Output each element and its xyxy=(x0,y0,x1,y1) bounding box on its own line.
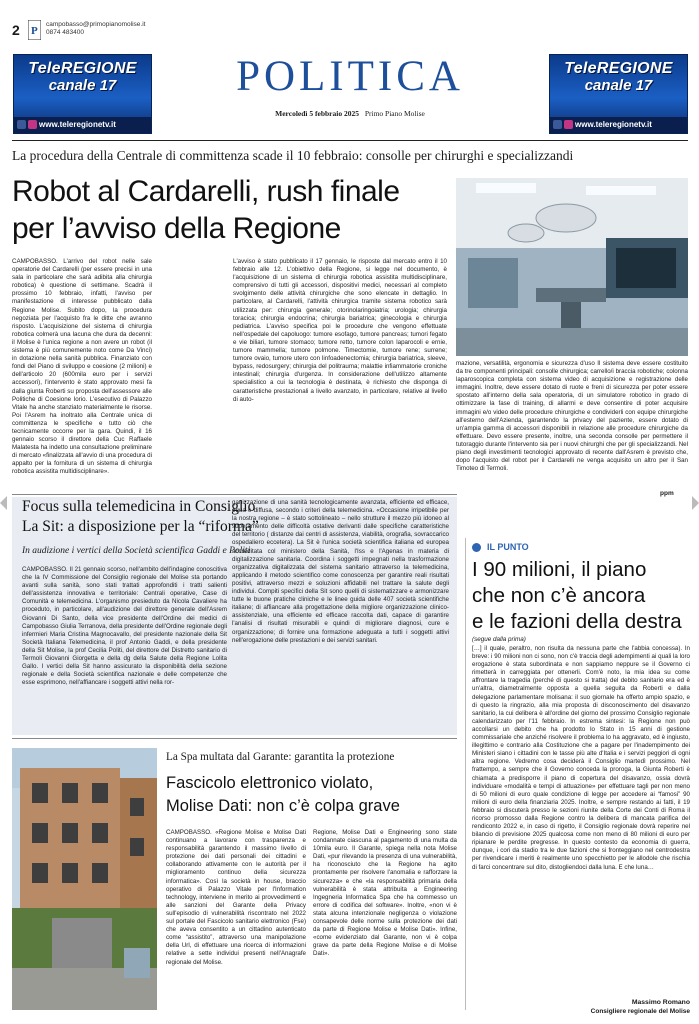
header-divider xyxy=(12,140,688,141)
instagram-icon xyxy=(564,120,573,129)
ad-channel: canale 17 xyxy=(584,77,653,94)
garante-headline-line1: Fascicolo elettronico violato, xyxy=(166,774,374,792)
punto-author-role: Consigliere regionale del Molise xyxy=(590,1008,690,1015)
lead-kicker: La procedura della Centrale di committenza scade il 10 febbraio: consolle per chirurghi e specializzandi xyxy=(12,148,574,163)
facebook-icon xyxy=(553,120,562,129)
teleregione-ad-left[interactable] xyxy=(13,54,152,134)
ad-url: www.teleregionetv.it xyxy=(575,120,652,129)
info-badge-icon xyxy=(472,543,481,552)
garante-kicker: La Spa multata dal Garante: garantita la protezione xyxy=(166,751,395,763)
operating-room-photo xyxy=(456,178,688,356)
garante-column-1: CAMPOBASSO. «Regione Molise e Molise Dati continuano a lavorare con trasparenza e responsabilità garantendo il massimo livello di protezione dei dati personali dei cittadini e collaborando attivamente con le autorità per il miglioramento continuo della sicurezza informatica». Così la società in house, braccio operativo di Palazzo Vitale per l'Information technology, interviene in merito ai provvedimenti e alle sanzioni del Garante della Privacy sull'episodio di vulnerabilità riscontrato nel 2022 sul portale del Fascicolo sanitario elettronico (Fse) che aveva consentito a un cittadino autenticato come “assistito”, attraverso una manipolazione della Url, di effettuare una ricerca di informazioni relative a sette individui presenti nell'Anagrafe regionale del Molise. xyxy=(166,829,306,966)
lead-headline-line1: Robot al Cardarelli, rush finale xyxy=(12,175,400,208)
punto-continued: (segue dalla prima) xyxy=(472,636,526,643)
ad-channel: canale 17 xyxy=(48,77,117,94)
svg-text:P: P xyxy=(31,25,38,37)
header-paper-name: Primo Piano Molise xyxy=(364,109,425,118)
ad-brand: TeleREGIONE xyxy=(28,60,137,77)
lead-column-1: CAMPOBASSO. L'arrivo del robot nelle sale operatorie del Cardarelli (per essere precisi in una sala in particolare che sarà adibita alla chirurgia robotica) è questione di settimane. Scadrà il prossimo 10 febbraio, infatti, l'avviso per manifestazione di interesse pubblicato dalla Regione Molise. Subito dopo, la procedura negoziata per l'acquisto fra le ditte che avranno risposto. L'acquisizione del sistema di chirurgia robotica colmerà una lacuna che dura da decenni: il Molise è l'unica regione a non avere un robot (il sistema è più comunemente noto come Da Vinci) in dotazione nella sanità pubblica. Finanziato con fondi del Piano di sviluppo e coesione (2 milioni) e dell'articolo 20 (600mila euro per i servizi accessori), l'intervento è stato approvato mesi fa dalla giunta Roberti su proposta dell'assessore alle Politiche di Coesione Iorio. L'esecutivo di Palazzo Vitale ha anche stanziato materialmente le risorse. Poi l'Asrem ha inoltrato alla Centrale unica di committenza le specifiche e tutto ciò che tecnicamente occorre per la gara. Quindi, il 16 gennaio scorso il direttore della Cuc Raffaele Malatesta ha indetto una consultazione preliminare di mercato «finalizzata all'avvio di una procedura di appalto per la fornitura di un sistema di chirurgia robotica assistita multidisciplinare». xyxy=(12,258,152,476)
header-email: campobasso@primopianomolise.it xyxy=(46,21,146,28)
lead-column-3: mazione, versatilità, ergonomia e sicurezza d'uso Il sistema deve essere costituito da tre componenti principali: consolle chirurgica; carrello/i braccia robotiche; colonna laparoscopica completa con sistema video di acquisizione e registrazione delle immagini. Inoltre, deve essere dotato di ruote e freni di sicurezza per poter essere spostato all'interno della sala operatoria, di un simulatore robotico in grado di ottimizzare la fase di training, di allarmi e deve consentire di poter acquisire immagini e/o video delle procedure chirurgiche e condividerli con equipe chirurgiche all'esterno dell'Azienda, garantendo la privacy del paziente, essere dotato di un'ampia gamma di accessori disponibili in relazione alle procedure chirurgiche da effettuare. Devo essere presente, inoltre, una seconda consolle per permettere il tutoraggio durante l'intervento sia per i nuovi chirurghi che per gli specializzandi. Nel piano degli investimenti tecnologici approvato di recente dall'Asrem è previsto che, dopo l'acquisto del robot per il Cardarelli ne venga acquisito un altro per il San Timoteo di Termoli. xyxy=(456,360,688,473)
telemed-headline-line2: La Sit: a disposizione per la “riforma” xyxy=(22,518,259,535)
header-phone: 0874 483400 xyxy=(46,29,84,36)
garante-headline-line2: Molise Dati: non c’è colpa grave xyxy=(166,797,400,815)
punto-body: […] il quale, peraltro, non risulta da nessuna parte che l'abbia concessa). In breve: i 90 milioni non ci sono, non c'è traccia degli adempimenti ai quali la loro erogazione è stata subordinata e non sappiamo neppure se il Governo ci rimetterà in carreggiata per ottenerli. Com'è noto, la mia idea su come affrontare la tragedia (perché di questo si tratta) del debito sanitario era ed è un'altra, diametralmente opposta a quella seguita da Roberti e dalla delegazione parlamentare molisana: il suo giornale ha offerto ampio spazio, e di questo la ringrazio, alla mia proposta di disconoscimento del disavanzo sanitario, la cui delibera è all'ordine del giorno del prossimo Consiglio regionale calendarizzato per l'11 febbraio. In estrema sintesi: la Regione non può accollarsi un debito che ha prodotto lo Stato in 15 anni di gestione commissariale che anziché risolvere il problema lo ha aggravato, ed è ingiusto, illegittimo e contrario alla Costituzione che a pagare per l'inadempimento dei Ministeri siano i cittadini con le tasse più alte d'Italia e i servizi peggiori di ogni altra regione. Vedremo cosa deciderà il Consiglio martedì prossimo. Nel frattempo, a sempre che il Governo conceda la proroga, la Giunta Roberti è chiamata a predisporre il piano di copertura del disavanzo, ossia dovrà individuare «modalità e tempi di attuazione» per effettuare tagli per non meno di 50 milioni di euro quale condizione di legge per accedere ai “famosi” 90 milioni di euro della finanziaria 2025. Inoltre, e sempre restando ai fatti, il 19 febbraio si discuterà presso le sezioni riunite della Corte dei Conti di Roma il ricorso promosso dalla Regione contro la delibera di mancata parifica del rendiconto 2022 e, in caso di rigetto, il Consiglio regionale dovrà reperire nel bilancio di previsione 2025 qualcosa come non meno di 80 milioni di euro per ripianare le perdite pregresse. In questo contesto da economia di guerra, dunque, i cori da stadio tra le due fazioni che si fronteggiano nel centrodestra per rivendicare i meriti è realmente uno specchietto per le allodole che rischia di farci concentrare sul dito, distogliendoci dalla luna. E che luna… xyxy=(472,645,690,871)
telemed-column-1: CAMPOBASSO. Il 21 gennaio scorso, nell'ambito dell'indagine conoscitiva che la IV Commissione del Consiglio regionale del Molise sta portando avanti sulla sanità, sono stati trattati approfonditi i tratti salienti dell'assistenza innovativa e territoriale: Centrali operative, Case di Comunità e telemedicina. L'organismo presieduto da Nicola Cavaliere ha proceduto, in particolare, all'audizione del direttore generale dell'Asrem Giovanni Di Santo, della vice presidente dell'Ordine dei medici di Campobasso Giulia Terranova, della presidente dell'Ordine regionale degli infermieri Maria Cristina Magnocavallo, del presidente nazionale della Sit Società Italiana Telemedicina, il prof Antonio Gaddi, e della presidente della Sit Molise, la prof Cecilia Politi, del direttore del Distretto sanitario di Termoli Giovanni Giorgetta e della dg della Salute della Regione Lolita Gallo. I vertici della Sit hanno assicurato la disponibilità della sezione regionale e della Società scientifica nazionale e delle competenze che esse esprimono, nell'affiancare i soggetti attivi nella ror- xyxy=(22,566,227,687)
punto-headline-line3: e le fazioni della destra xyxy=(472,610,682,633)
instagram-icon xyxy=(28,120,37,129)
building-photo xyxy=(12,748,157,1010)
punto-label: IL PUNTO xyxy=(487,542,529,553)
telemed-headline-line1: Focus sulla telemedicina in Consiglio xyxy=(22,498,256,515)
punto-author: Massimo Romano xyxy=(631,999,690,1006)
section-title: POLITICA xyxy=(236,53,464,100)
newspaper-logo-icon xyxy=(28,20,41,40)
header-date: Mercoledì 5 febbraio 2025 xyxy=(275,109,359,118)
teleregione-ad-right[interactable] xyxy=(549,54,688,134)
lead-column-2: L'avviso è stato pubblicato il 17 gennaio, le risposte dal mercato entro il 10 febbraio alle 12. L'obiettivo della Regione, si legge nel documento, è l'acquisizione di un sistema di chirurgia robotica assistita multidisciplinare, comprensivo di tutti gli accessori, dispositivi medici, necessari al completo svolgimento delle attività chirurgiche che sono elencate in dettaglio. In particolare, al Cardarelli, l'attività chirurgica tramite sistema robotico sarà utilizzata per: chirurgia generale; otorinolaringoiatria; urologia; chirurgia toracica; chirurgia endocrina; chirurgia bariatrica; ginecologia e chirurgia pediatrica. L'avviso specifica poi le procedure che vengono effettuate nell'ospedale del capoluogo: tumore esofago, tumore pancreas; tumori fegato e vie biliari, tumore stomaco; tumore retto, tumore colon laparocoli e ernie, tumore mammella; tumore polmone. Timectomie, tumore rene; surrene; tumore ovaio, tumore utero con linfoadenectomia; chirurgia bariatrica, sleeve, bypass, redosurgery; chirurgia del politrauma; malattie infiammatorie croniche intestinali; chirurgia d'urgenza. In considerazione dell'utilizzo altamente specialistico a cui la tecnologia è destinata, è richiesto che disponga di caratteristiche prestazionali a livello avanzato, in particolare, relative al livello di auto- xyxy=(233,258,447,403)
ad-url: www.teleregionetv.it xyxy=(39,120,116,129)
punto-headline-line2: che non c’è ancora xyxy=(472,584,646,607)
prev-page-arrow[interactable] xyxy=(0,496,7,510)
garante-column-2: Regione, Molise Dati e Engineering sono state condannate ciascuna al pagamento di una multa da 10mila euro. Il Garante, spiega nella nota Molise Dati, «pur rilevando la presenza di una vulnerabilità, ha riconosciuto che la Regione ha agito prontamente per risolvere l'anomalia e rafforzare la sicurezza» e che «la responsabilità primaria della vulnerabilità è stata attribuita a Engineering Ingegneria Informatica Spa che ha commesso un errore di codifica del software». Inoltre, «non vi è stata alcuna intenzionale negligenza o violazione consapevole delle norme sulla protezione dei dati da parte di Regione Molise e Molise Dati». Infine, «come evidenziato dal Garante, non vi è colpa grave da parte della Regione Molise e di Molise Dati». xyxy=(313,829,457,958)
facebook-icon xyxy=(17,120,26,129)
punto-headline-line1: I 90 milioni, il piano xyxy=(472,558,647,581)
ad-brand: TeleREGIONE xyxy=(564,60,673,77)
lead-signature: ppm xyxy=(660,490,674,497)
telemed-column-2: ganizzazione di una sanità tecnologicamente avanzata, efficiente ed efficace, equa e diffusa, secondo i criteri della telemedicina. «Occasione irripetibile per la nostra regione – è stato sottolineato – nello strutture il mezzo più idoneo al superamento delle difficoltà ostative derivanti dalle specifiche caratteristiche del territorio ( distanze dai centri di assistenza, viabilità, orografia, sovraccarico ospedaliero eccetera). La Sit è l'unica società scientifica italiana ed europea accreditata col ministero della Sanità, l'Iss e l'Agenas in materia di digitalizzazione sanitaria. Coordina i soggetti impegnati nella trasformazione organizzativa digitalizzata del sistema sanitario attraverso la telemedicina, applicando il metodo scientifico come conoscenza per garantire reali risultati positivi, attraverso mezzi e soluzioni affidabili nel trattare la salute degli individui. Compiti specifici della Sit sono quelli di sistematizzare e armonizzare tutte le buone pratiche cliniche e le linee guida delle 407 società scientifiche italiane; di affiancare alla progettazione della migliore organizzazione clinico-assistenziale, una efficiente ed efficace raccolta dati, capace di garantire l'analisi di risultati misurabili e quindi di migliorare diagnosi, cure e organizzazione; di fornire una formazione adeguata a tutti i soggetti attivi nell'erogazione delle prestazioni e dei servizi sanitari. xyxy=(232,499,449,644)
telemed-subhead: In audizione i vertici della Società scientifica Gaddi e Politi xyxy=(22,546,251,556)
next-page-arrow[interactable] xyxy=(692,496,699,510)
page-number: 2 xyxy=(12,22,20,38)
lead-headline-line2: per l’avviso della Regione xyxy=(12,212,341,245)
